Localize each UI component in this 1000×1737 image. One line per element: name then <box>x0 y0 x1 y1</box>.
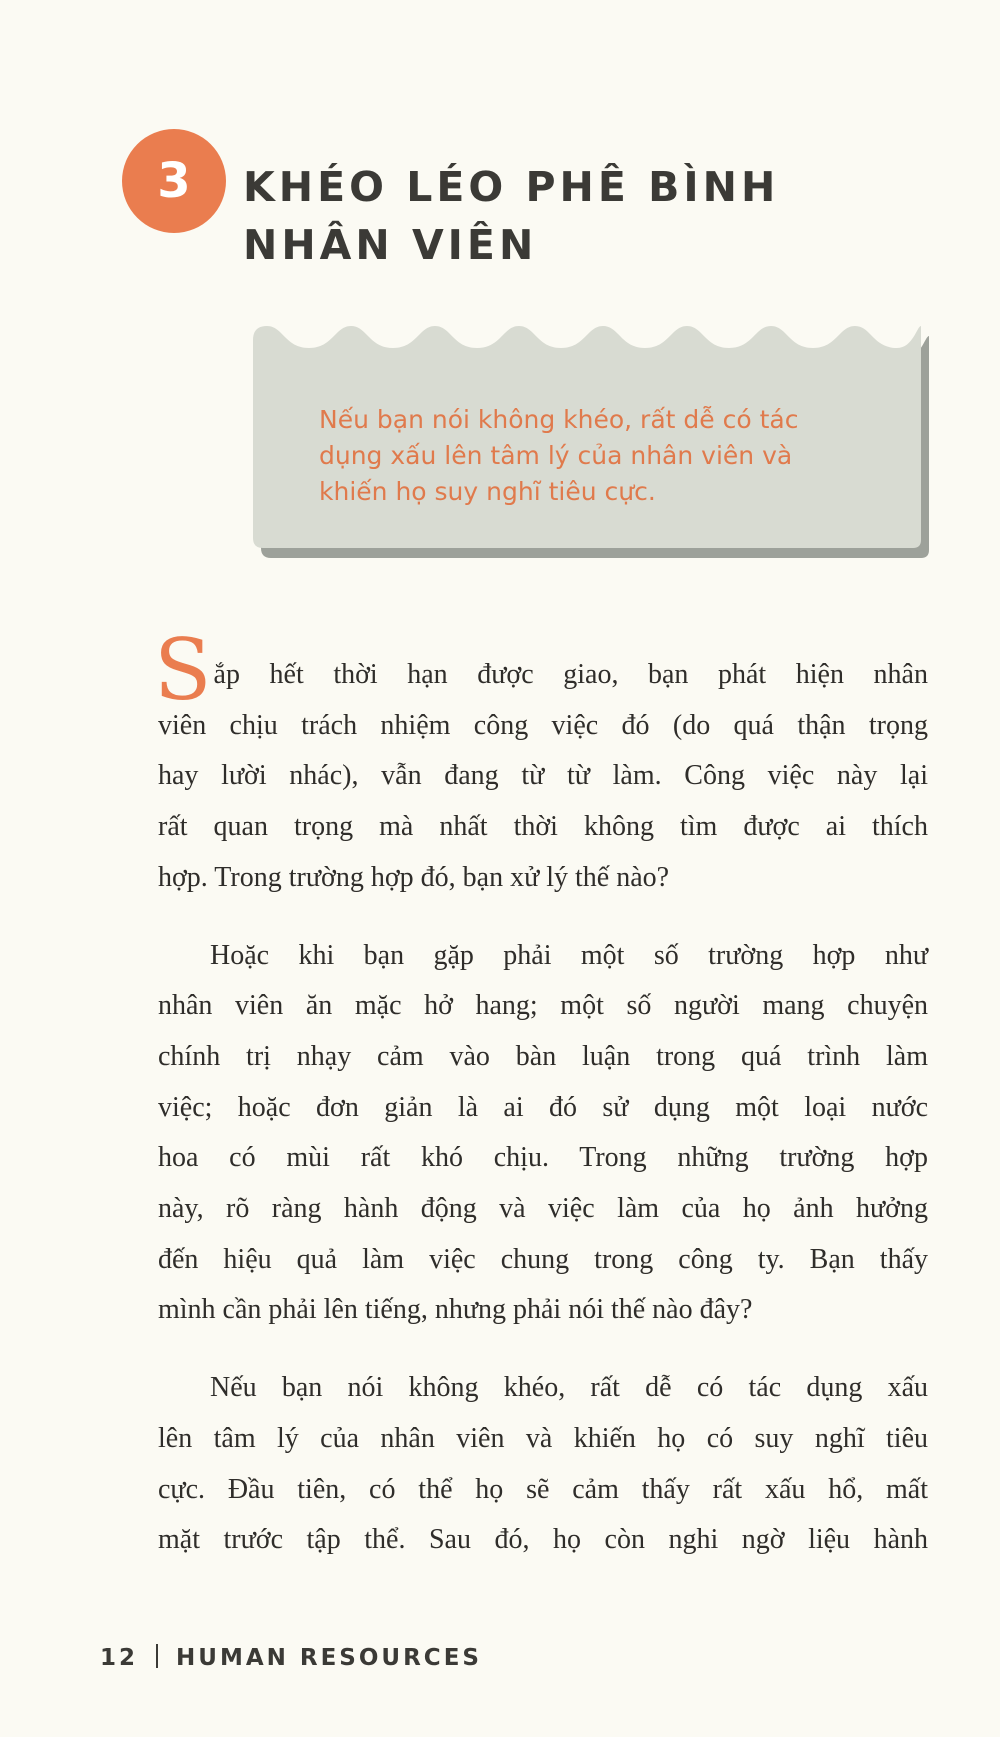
callout-box <box>253 318 933 563</box>
callout-line-3: khiến họ suy nghĩ tiêu cực. <box>319 477 656 506</box>
paragraph-3-line-1: Nếu bạn nói không khéo, rất dễ có tác dụng xấu <box>210 1372 928 1404</box>
body-text <box>154 621 928 1593</box>
paragraph-3-line-2: lên tâm lý của nhân viên và khiến họ có suy nghĩ tiêu <box>158 1422 928 1454</box>
callout-line-2: dụng xấu lên tâm lý của nhân viên và <box>319 441 793 470</box>
paragraph-2 <box>158 931 928 1337</box>
page-footer <box>100 1644 482 1671</box>
paragraph-2-line-4: việc; hoặc đơn giản là ai đó sử dụng một loại nước <box>158 1091 928 1123</box>
paragraph-1-line-3: hay lười nhác), vẫn đang từ từ làm. Công việc này lại <box>158 760 928 792</box>
paragraph-2-line-5: hoa có mùi rất khó chịu. Trong những trường hợp <box>158 1142 928 1174</box>
paragraph-1-line-4: rất quan trọng mà nhất thời không tìm được ai thích <box>158 811 928 843</box>
page-number: 12 <box>100 1645 139 1671</box>
paragraph-2-line-8: mình cần phải lên tiếng, nhưng phải nói thế nào đây? <box>158 1294 753 1326</box>
paragraph-1 <box>154 621 928 904</box>
paragraph-2-line-1: Hoặc khi bạn gặp phải một số trường hợp như <box>210 939 928 971</box>
callout-line-1: Nếu bạn nói không khéo, rất dễ có tác <box>319 405 799 434</box>
paragraph-1-line-2: viên chịu trách nhiệm công việc đó (do quá thận trọng <box>158 709 928 741</box>
paragraph-2-line-6: này, rõ ràng hành động và việc làm của họ ảnh hưởng <box>158 1193 928 1225</box>
drop-cap-letter: S <box>154 621 212 719</box>
paragraph-3 <box>158 1363 928 1566</box>
chapter-number-badge: 3 <box>122 129 226 233</box>
paragraph-3-line-4: mặt trước tập thể. Sau đó, họ còn nghi ngờ liệu hành <box>158 1524 928 1556</box>
chapter-title <box>243 158 863 274</box>
chapter-title-line-1: KHÉO LÉO PHÊ BÌNH <box>243 163 780 211</box>
chapter-title-line-2: NHÂN VIÊN <box>243 221 538 269</box>
book-title: HUMAN RESOURCES <box>176 1645 482 1671</box>
paragraph-2-line-3: chính trị nhạy cảm vào bàn luận trong quá trình làm <box>158 1040 928 1072</box>
paragraph-2-line-2: nhân viên ăn mặc hở hang; một số người mang chuyện <box>158 990 928 1022</box>
paragraph-3-line-3: cực. Đầu tiên, có thể họ sẽ cảm thấy rất xấu hổ, mất <box>158 1473 928 1505</box>
paragraph-2-line-7: đến hiệu quả làm việc chung trong công ty. Bạn thấy <box>158 1243 928 1275</box>
callout-quote <box>319 402 879 510</box>
paragraph-1-line-5: hợp. Trong trường hợp đó, bạn xử lý thế nào? <box>158 861 670 893</box>
footer-divider <box>156 1644 158 1668</box>
paragraph-1-line-1: ắp hết thời hạn được giao, bạn phát hiện nhân <box>213 659 928 690</box>
